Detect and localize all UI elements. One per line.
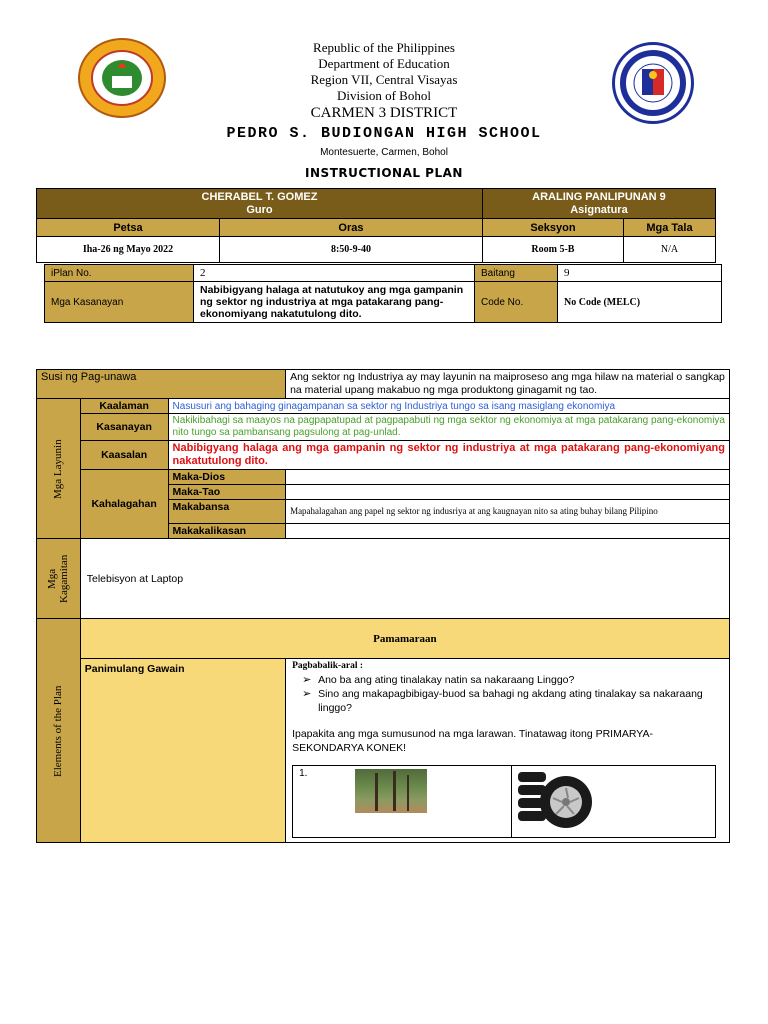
tires-image — [516, 768, 592, 832]
seksyon-header: Seksyon — [482, 219, 623, 237]
kagamitan-label: Mga Kagamitan — [46, 554, 71, 603]
maka-tao-label: Maka-Tao — [168, 485, 286, 500]
teacher-name: CHERABEL T. GOMEZ — [201, 190, 318, 203]
pamamaraan-header: Pamamaraan — [80, 619, 729, 659]
plan-table — [44, 264, 722, 323]
seksyon-value: Room 5-B — [482, 237, 623, 263]
kaasalan-label: Kaasalan — [80, 441, 168, 470]
pagbabalik-label: Pagbabalik-aral : — [292, 661, 364, 671]
code-label: Code No. — [475, 282, 558, 323]
susi-label: Susi ng Pag-unawa — [37, 370, 286, 399]
oras-header: Oras — [220, 219, 483, 237]
tala-value: N/A — [623, 237, 715, 263]
document-title: INSTRUCTIONAL PLAN — [305, 166, 463, 180]
baitang-value: 9 — [558, 265, 722, 282]
layunin-label: Mga Layunin — [52, 438, 65, 499]
kasanayan-row-label: Kasanayan — [80, 414, 168, 441]
question-2: ➢ Sino ang makapagbibigay-buod sa bahagi ng akdang ating tinalakay sa nakaraang linggo? — [292, 687, 723, 715]
code-value: No Code (MELC) — [558, 282, 722, 323]
kasanayan-text: Nakikibahagi sa maayos na pagpapatupad at pagpapabuti ng mga sektor ng ekonomiya at mga patakarang pang-ekonomiya nito tungo sa pambansang pagsulong at pag-unlad. — [168, 414, 729, 441]
kaalaman-label: Kaalaman — [80, 399, 168, 414]
forest-image — [355, 769, 427, 813]
susi-text: Ang sektor ng Industriya ay may layunin na maiproseso ang mga hilaw na material o sangkap na material upang makabuo ng mga produktong ginagamit ng tao. — [286, 370, 730, 399]
teacher-label: Guro — [246, 203, 273, 216]
subject-name: ARALING PANLIPUNAN 9 — [532, 190, 666, 203]
region-line: Region VII, Central Visayas — [310, 72, 458, 87]
makakalikasan-value — [286, 524, 730, 539]
petsa-header: Petsa — [37, 219, 220, 237]
makabansa-label: Makabansa — [168, 500, 286, 524]
maka-dios-value — [286, 470, 730, 485]
district-line: CARMEN 3 DISTRICT — [310, 105, 458, 121]
kaalaman-text: Nasusuri ang bahaging ginagampanan sa sektor ng Industriya tungo sa isang masiglang ekonomiya — [168, 399, 729, 414]
subject-label: Asignatura — [570, 203, 628, 216]
image-table — [292, 765, 716, 838]
maka-tao-value — [286, 485, 730, 500]
info-table — [36, 188, 716, 263]
makabansa-text: Mapahalagahan ang papel ng sektor ng indusriya at ang kaugnayan nito sa ating buhay bilang Pilipino — [286, 500, 730, 524]
lesson-table — [36, 369, 730, 843]
makakalikasan-label: Makakalikasan — [168, 524, 286, 539]
ipapakita-text: Ipapakita ang mga sumusunod na mga larawan. Tinatawag itong PRIMARYA-SEKONDARYA KONEK! — [292, 728, 653, 754]
image-item-number: 1. — [299, 768, 308, 779]
kahalagahan-label: Kahalagahan — [80, 470, 168, 539]
oras-value: 8:50-9-40 — [220, 237, 483, 263]
division-line: Division of Bohol — [337, 88, 431, 103]
baitang-label: Baitang — [475, 265, 558, 282]
iplan-value: 2 — [194, 265, 475, 282]
question-1: ➢ Ano ba ang ating tinalakay natin sa nakaraang Linggo? — [292, 673, 723, 687]
school-name: PEDRO S. BUDIONGAN HIGH SCHOOL — [226, 125, 542, 142]
panimulang-label: Panimulang Gawain — [80, 659, 285, 843]
tala-header: Mga Tala — [623, 219, 715, 237]
maka-dios-label: Maka-Dios — [168, 470, 286, 485]
iplan-label: iPlan No. — [45, 265, 194, 282]
kagamitan-text: Telebisyon at Laptop — [80, 539, 729, 619]
elements-label: Elements of the Plan — [52, 684, 65, 777]
department-line: Department of Education — [318, 56, 450, 71]
petsa-value: Iha-26 ng Mayo 2022 — [37, 237, 220, 263]
republic-line: Republic of the Philippines — [313, 40, 455, 55]
school-address: Montesuerte, Carmen, Bohol — [320, 147, 448, 158]
review-questions — [292, 673, 723, 715]
kasanayan-label: Mga Kasanayan — [45, 282, 194, 323]
kasanayan-value: Nabibigyang halaga at natutukoy ang mga gampanin ng sektor ng industriya at mga patakarang pang-ekonomiyang nakatutulong dito. — [194, 282, 475, 323]
kaasalan-text: Nabibigyang halaga ang mga gampanin ng sektor ng industriya at mga patakarang pang-ekonomiyang nakatutulong dito. — [168, 441, 729, 470]
